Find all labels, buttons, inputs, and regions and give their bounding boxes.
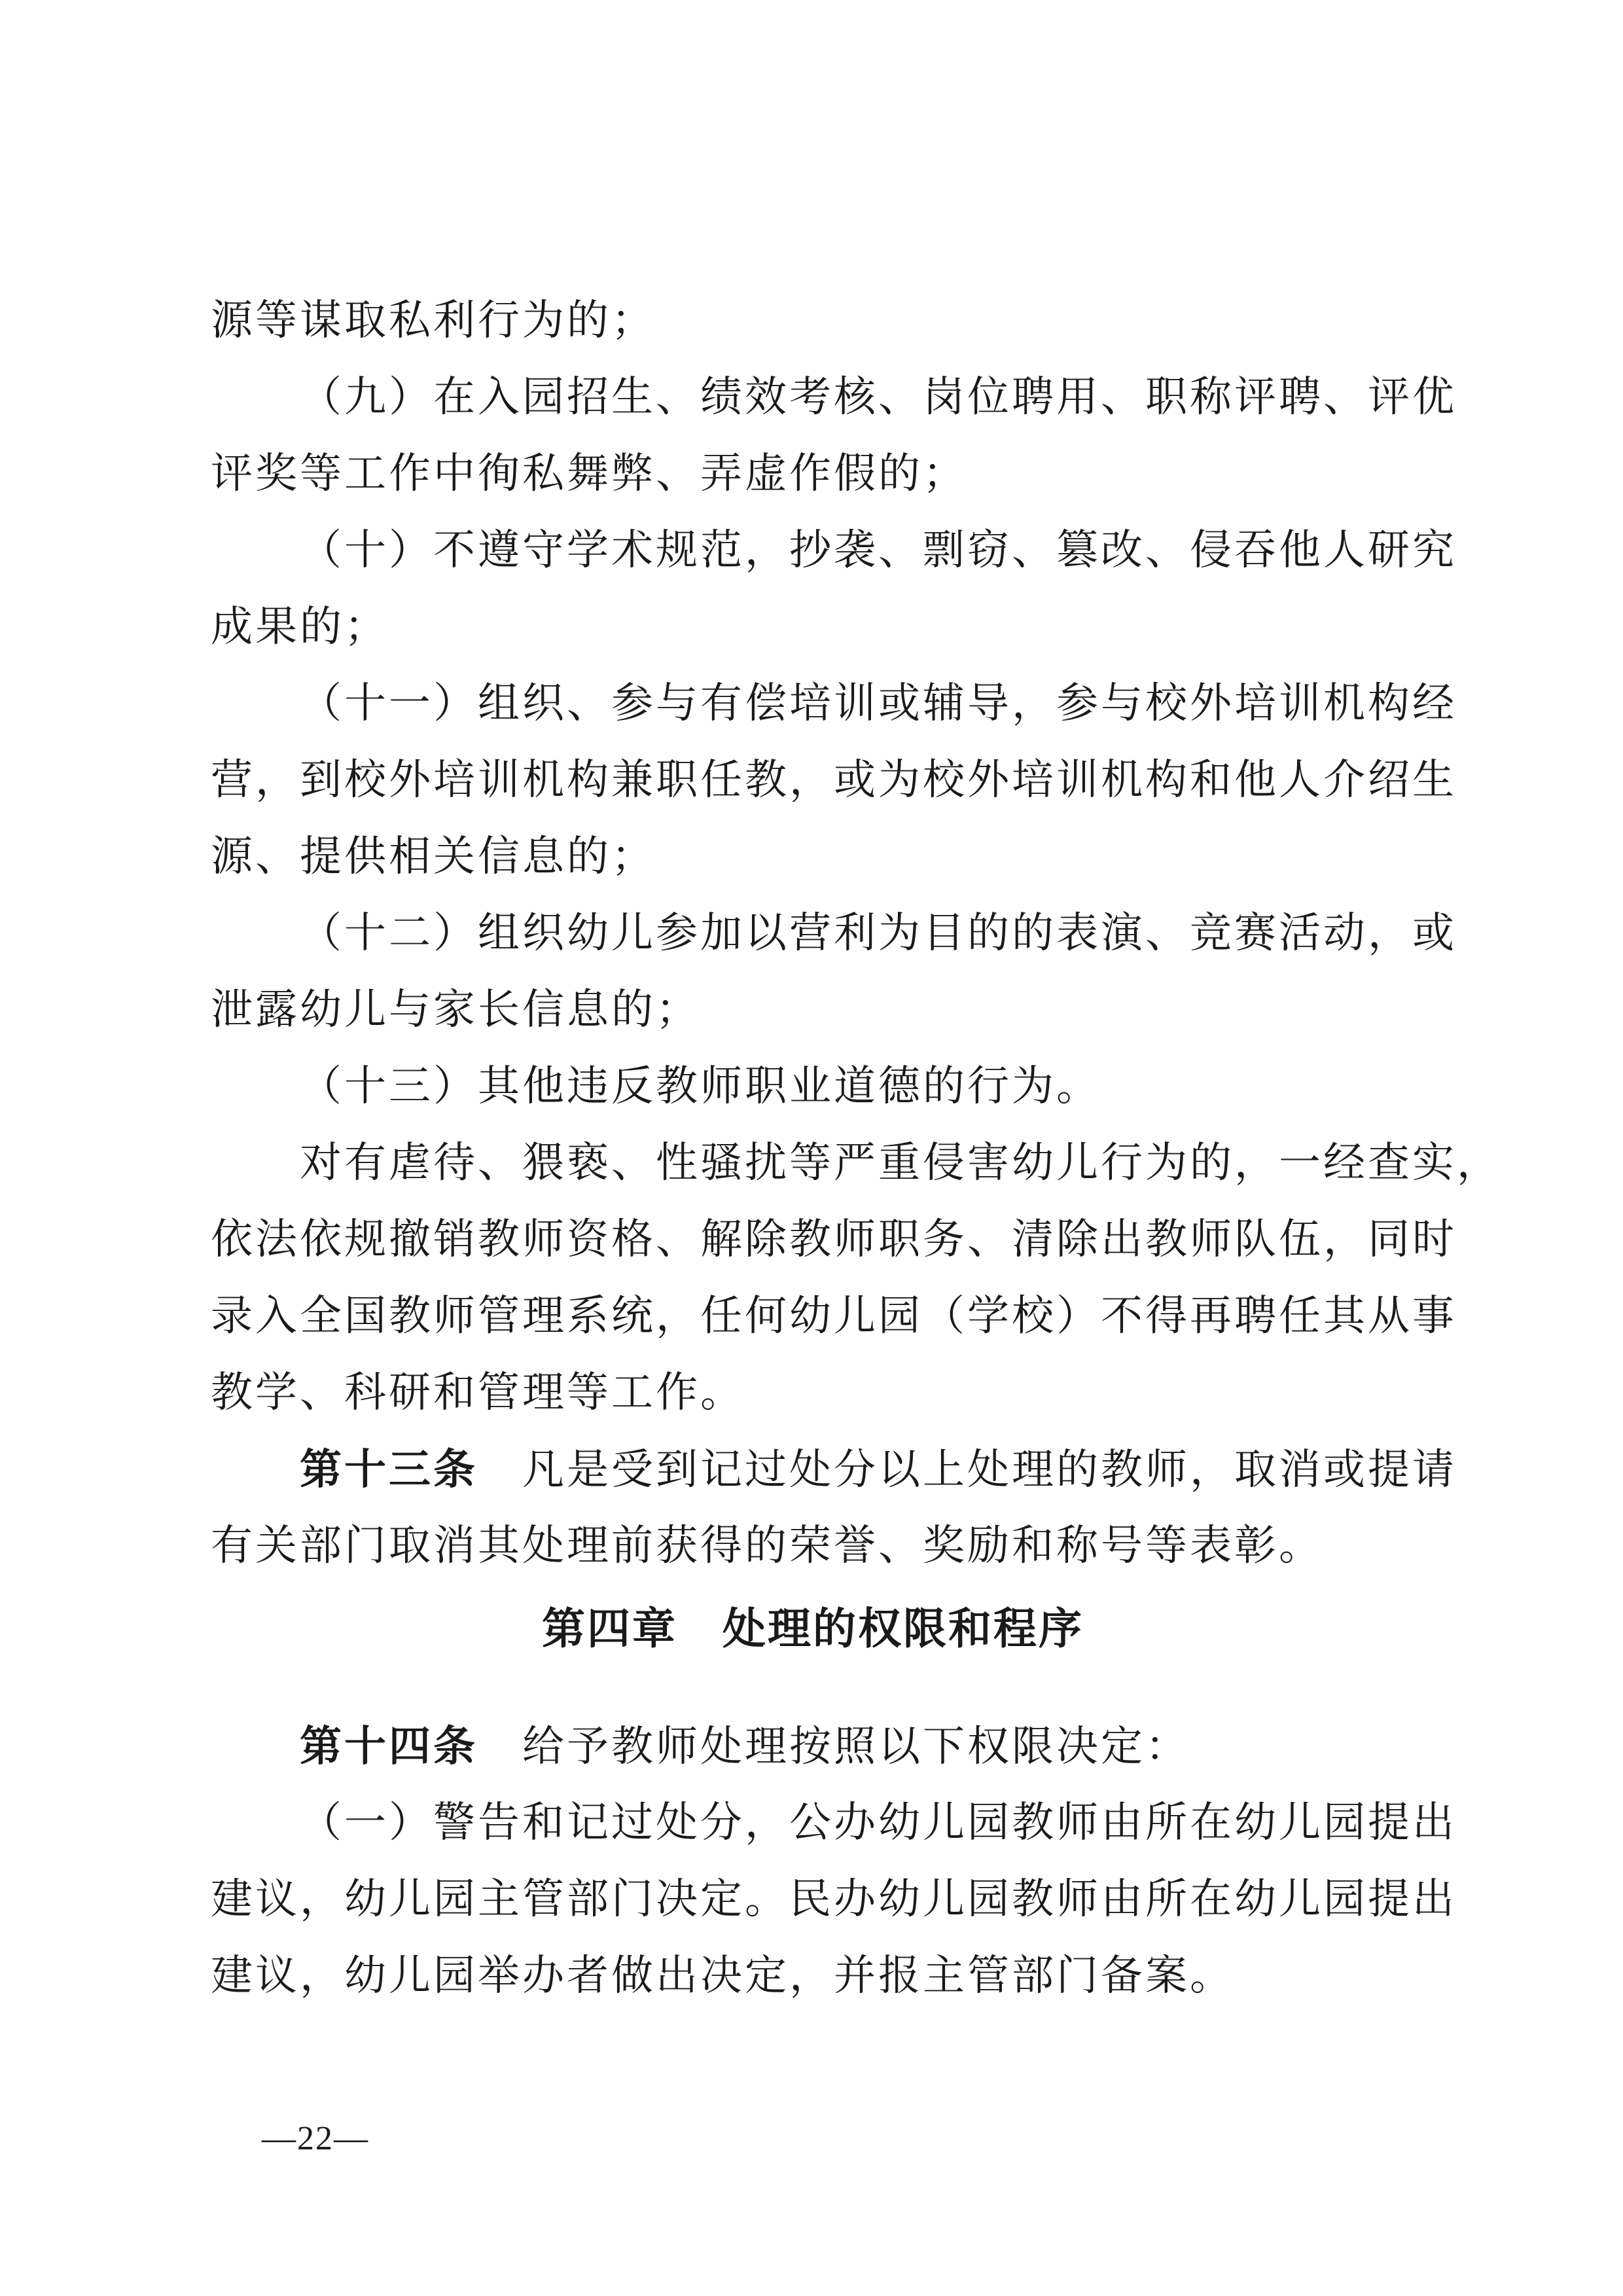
body-text-lower bbox=[211, 1708, 1457, 2015]
text-line: 营，到校外培训机构兼职任教，或为校外培训机构和他人介绍生 bbox=[211, 756, 1457, 804]
article-13-line-2: 有关部门取消其处理前获得的荣誉、奖励和称号等表彰。 bbox=[211, 1522, 1323, 1570]
text-line: 源等谋取私利行为的； bbox=[211, 296, 656, 345]
text-line: （十三）其他违反教师职业道德的行为。 bbox=[300, 1062, 1101, 1111]
body-text-upper bbox=[211, 283, 1501, 1585]
text-line: （一）警告和记过处分，公办幼儿园教师由所在幼儿园提出 bbox=[300, 1799, 1457, 1847]
text-line: 成果的； bbox=[211, 603, 389, 651]
text-line: 依法依规撤销教师资格、解除教师职务、清除出教师队伍，同时 bbox=[211, 1215, 1457, 1264]
chapter-title: 第四章 处理的权限和程序 bbox=[542, 1604, 1084, 1654]
article-13-text: 凡是受到记过处分以上处理的教师，取消或提请 bbox=[522, 1446, 1457, 1494]
article-13-label: 第十三条 bbox=[300, 1445, 478, 1494]
text-line: （十二）组织幼儿参加以营利为目的的表演、竞赛活动，或 bbox=[300, 909, 1457, 958]
article-14-label: 第十四条 bbox=[300, 1722, 478, 1771]
text-line: 评奖等工作中徇私舞弊、弄虚作假的； bbox=[211, 450, 967, 498]
text-line: 源、提供相关信息的； bbox=[211, 833, 656, 881]
text-line: 录入全国教师管理系统，任何幼儿园（学校）不得再聘任其从事 bbox=[211, 1292, 1457, 1340]
text-line: （九）在入园招生、绩效考核、岗位聘用、职称评聘、评优 bbox=[300, 373, 1457, 422]
article-13-line-1 bbox=[211, 1431, 1457, 1508]
text-line: 教学、科研和管理等工作。 bbox=[211, 1369, 745, 1417]
text-line: 建议，幼儿园举办者做出决定，并报主管部门备案。 bbox=[211, 1952, 1234, 2000]
page-number: —22— bbox=[262, 2120, 369, 2157]
text-line: 建议，幼儿园主管部门决定。民办幼儿园教师由所在幼儿园提出 bbox=[211, 1875, 1457, 1924]
text-line: 泄露幼儿与家长信息的； bbox=[211, 986, 700, 1034]
article-14-line bbox=[211, 1708, 1415, 1785]
text-line: 对有虐待、猥亵、性骚扰等严重侵害幼儿行为的，一经查实， bbox=[300, 1139, 1501, 1187]
text-line: （十）不遵守学术规范，抄袭、剽窃、篡改、侵吞他人研究 bbox=[300, 526, 1457, 575]
text-line: （十一）组织、参与有偿培训或辅导，参与校外培训机构经 bbox=[300, 679, 1457, 728]
article-14-text: 给予教师处理按照以下权限决定： bbox=[522, 1723, 1190, 1771]
